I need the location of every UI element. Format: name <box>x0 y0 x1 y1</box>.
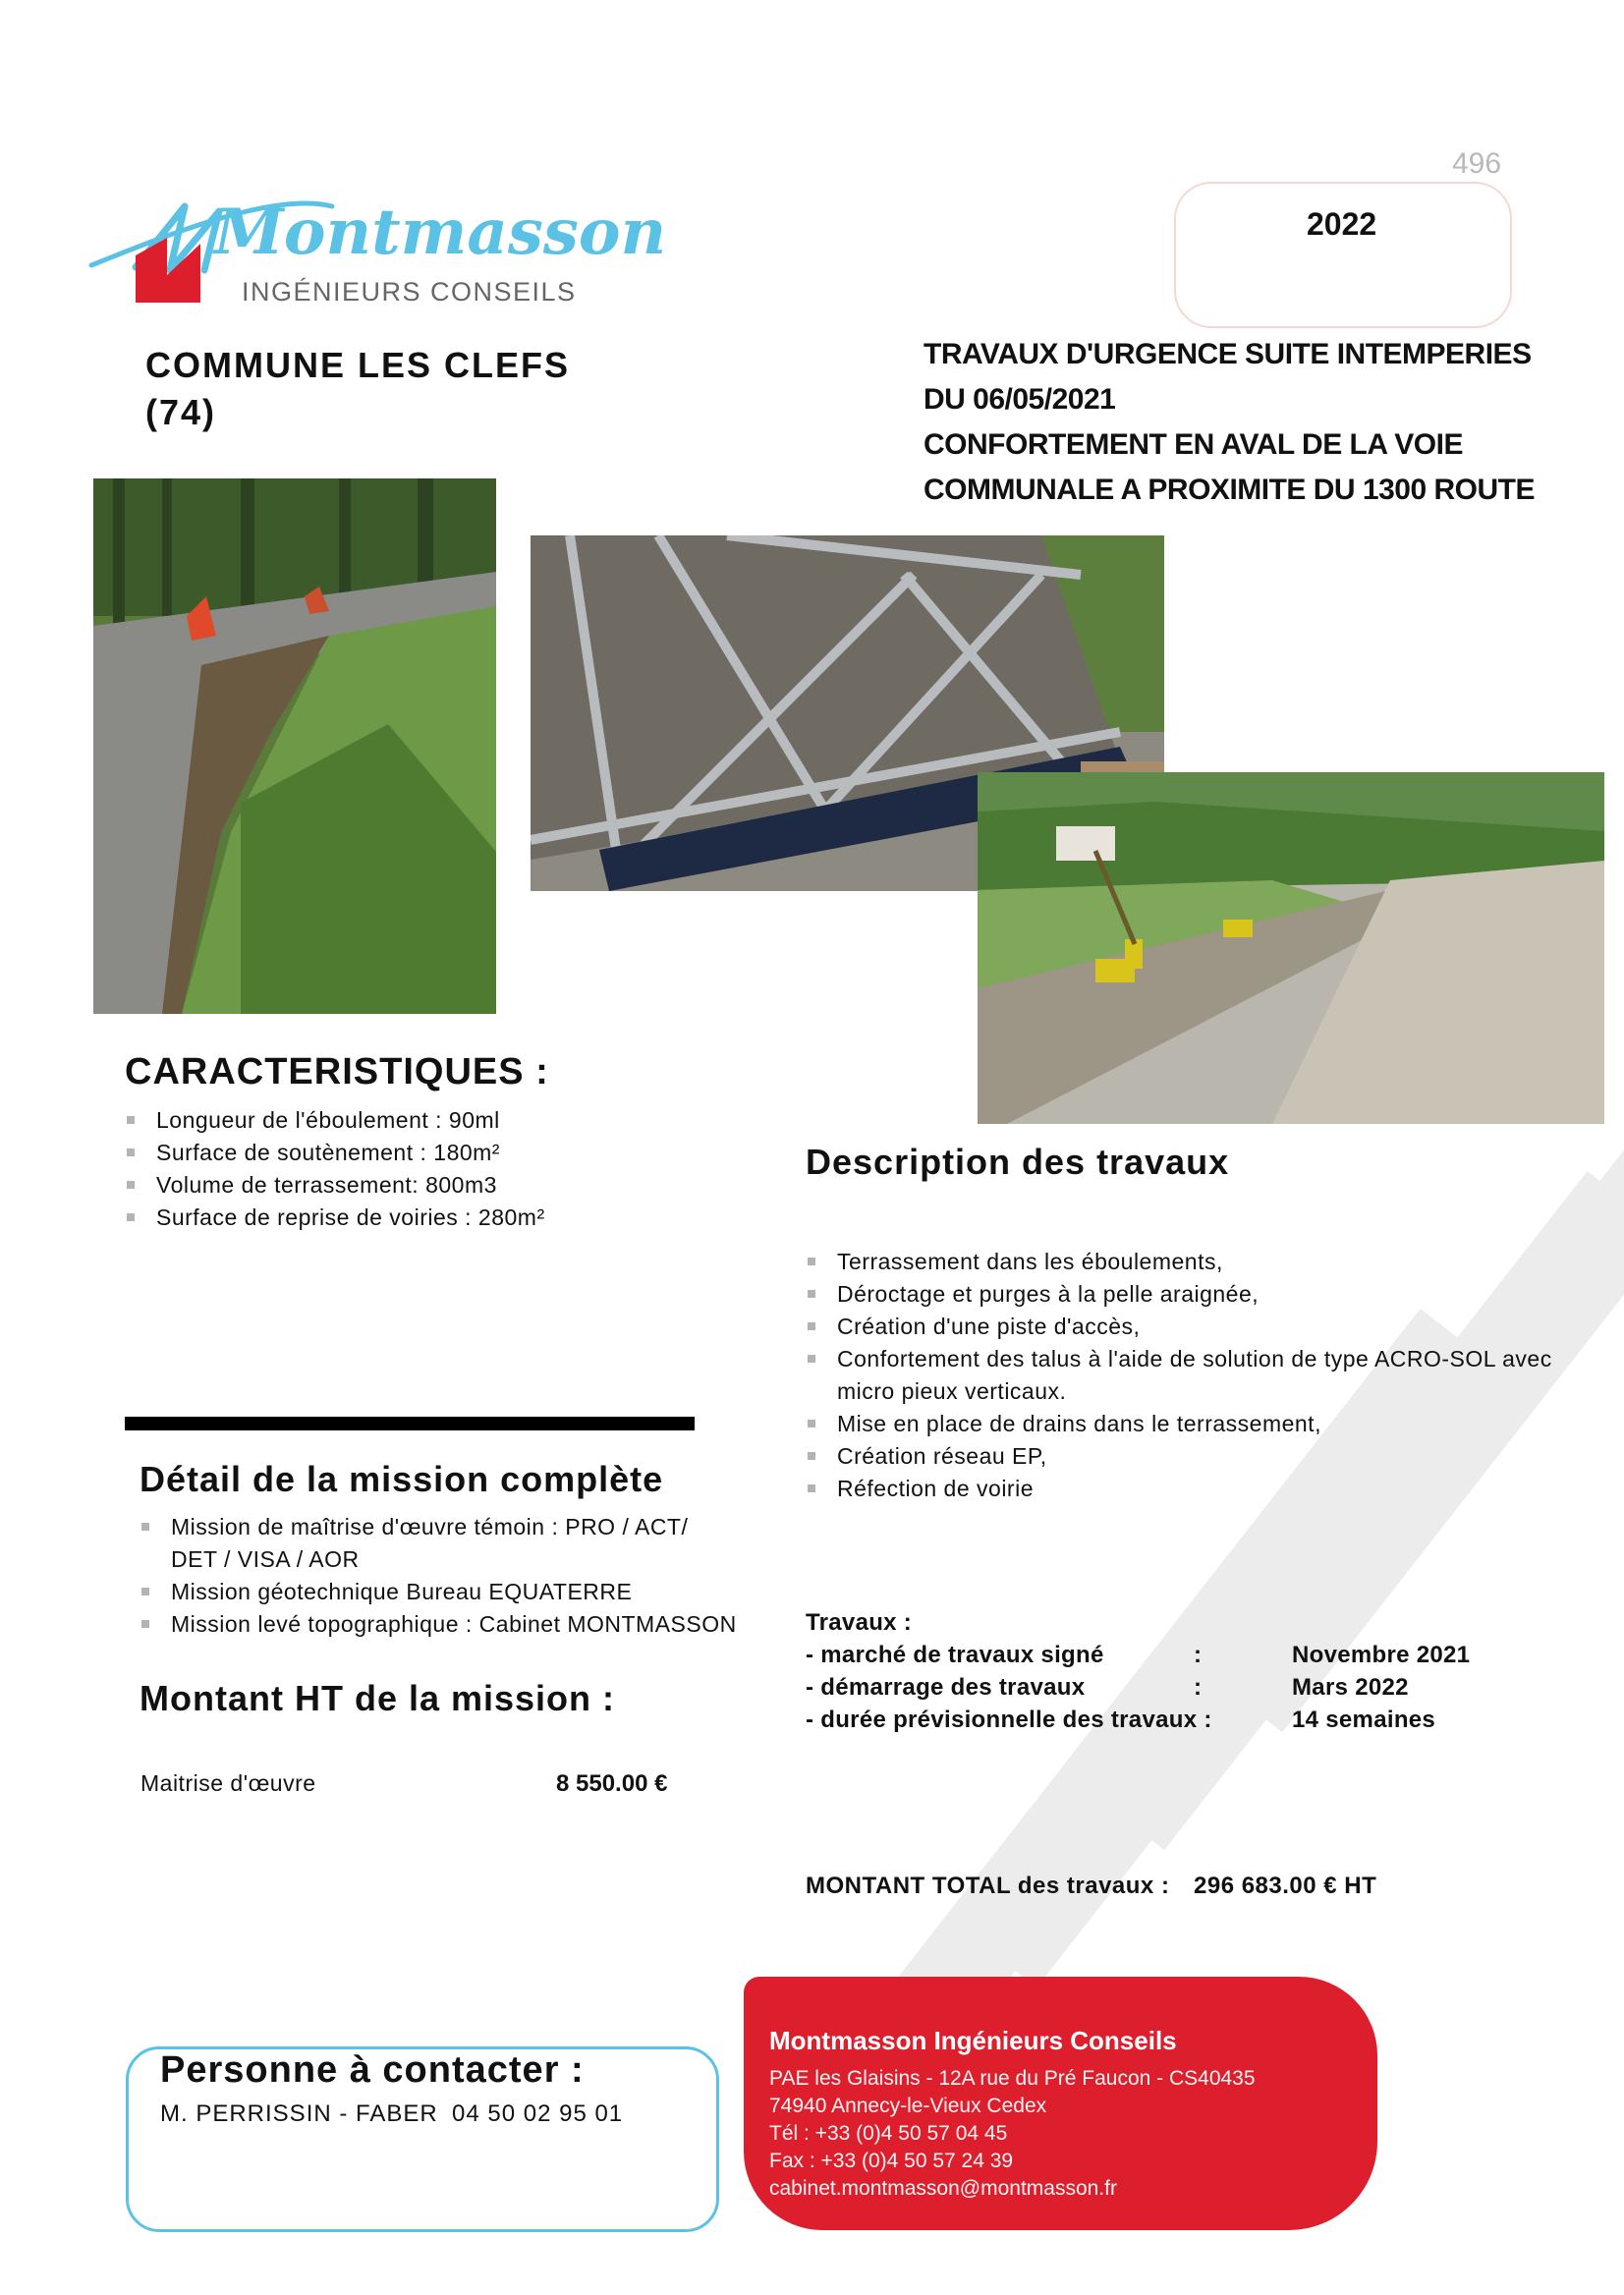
company-phone: Tél : +33 (0)4 50 57 04 45 <box>769 2122 1008 2145</box>
description-title: Description des travaux <box>806 1142 1230 1182</box>
montant-total-label: MONTANT TOTAL des travaux : <box>806 1873 1170 1899</box>
list-item: Volume de terrassement: 800m3 <box>125 1169 675 1202</box>
travaux-row <box>806 1639 1471 1671</box>
travaux-row <box>806 1704 1436 1736</box>
project-title-line: DU 06/05/2021 <box>924 383 1116 416</box>
logo-wordmark: Montmasson <box>214 196 666 269</box>
commune-department: (74) <box>145 392 217 432</box>
travaux-row-label: - démarrage des travaux <box>806 1674 1086 1701</box>
mission-list <box>140 1511 739 1641</box>
caracteristiques-list <box>125 1104 675 1234</box>
company-fax: Fax : +33 (0)4 50 57 24 39 <box>769 2150 1014 2172</box>
list-item: Création d'une piste d'accès, <box>806 1311 1552 1343</box>
project-title-line: COMMUNALE A PROXIMITE DU 1300 ROUTE <box>924 474 1536 506</box>
list-item: Déroctage et purges à la pelle araignée, <box>806 1278 1552 1311</box>
commune-name: COMMUNE LES CLEFS <box>145 345 571 385</box>
montant-total-value: 296 683.00 € HT <box>1194 1873 1377 1899</box>
worksite-photo <box>978 772 1604 1124</box>
company-address: PAE les Glaisins - 12A rue du Pré Faucon - CS40435 <box>769 2067 1256 2090</box>
list-item: Création réseau EP, <box>806 1440 1552 1473</box>
montant-mission-title: Montant HT de la mission : <box>140 1678 616 1718</box>
contact-title: Personne à contacter : <box>160 2049 585 2091</box>
travaux-row-value: Mars 2022 <box>1292 1674 1409 1701</box>
list-item: Réfection de voirie <box>806 1473 1552 1505</box>
year-box <box>1174 182 1512 328</box>
montmasson-logo <box>77 177 666 314</box>
maitrise-oeuvre-value: 8 550.00 € <box>556 1770 668 1797</box>
travaux-row-colon: : <box>1194 1642 1203 1668</box>
company-city: 74940 Annecy-le-Vieux Cedex <box>769 2095 1047 2117</box>
maitrise-oeuvre-label: Maitrise d'œuvre <box>140 1770 316 1796</box>
company-info-box <box>744 1977 1377 2230</box>
travaux-row-label: - durée prévisionnelle des travaux : <box>806 1707 1212 1733</box>
montant-total <box>806 1873 1377 1900</box>
travaux-row <box>806 1671 1409 1704</box>
list-item: Mise en place de drains dans le terrassement, <box>806 1408 1552 1440</box>
description-list <box>806 1246 1552 1505</box>
list-item: Mission de maîtrise d'œuvre témoin : PRO / ACT/ DET / VISA / AOR <box>140 1511 739 1576</box>
travaux-row-colon: : <box>1194 1674 1203 1701</box>
travaux-row-value: Novembre 2021 <box>1292 1642 1471 1668</box>
project-title-line: CONFORTEMENT EN AVAL DE LA VOIE <box>924 428 1463 461</box>
page-number: 496 <box>1452 147 1502 180</box>
travaux-heading: Travaux : <box>806 1609 913 1636</box>
travaux-row-value: 14 semaines <box>1292 1707 1436 1733</box>
caracteristiques-title: CARACTERISTIQUES : <box>125 1051 549 1092</box>
list-item: Mission géotechnique Bureau EQUATERRE <box>140 1576 739 1608</box>
list-item: Confortement des talus à l'aide de solution de type ACRO-SOL avec micro pieux verticaux. <box>806 1343 1552 1408</box>
contact-name: M. PERRISSIN - FABER <box>160 2100 438 2127</box>
year: 2022 <box>1307 206 1377 242</box>
list-item: Surface de reprise de voiries : 280m² <box>125 1202 675 1234</box>
project-title-line: TRAVAUX D'URGENCE SUITE INTEMPERIES <box>924 338 1532 370</box>
travaux-schedule <box>806 1606 1471 1736</box>
travaux-row-label: - marché de travaux signé <box>806 1642 1104 1668</box>
project-title <box>924 332 1552 513</box>
list-item: Surface de soutènement : 180m² <box>125 1137 675 1169</box>
list-item: Mission levé topographique : Cabinet MONTMASSON <box>140 1608 739 1641</box>
landslide-photo <box>93 478 496 1014</box>
section-divider <box>125 1417 695 1430</box>
logo-subtitle: INGÉNIEURS CONSEILS <box>242 277 577 307</box>
list-item: Longueur de l'éboulement : 90ml <box>125 1104 675 1137</box>
commune-heading <box>145 342 570 436</box>
company-name: Montmasson Ingénieurs Conseils <box>769 2026 1177 2055</box>
list-item: Terrassement dans les éboulements, <box>806 1246 1552 1278</box>
company-email[interactable]: cabinet.montmasson@montmasson.fr <box>769 2177 1117 2200</box>
contact-phone: 04 50 02 95 01 <box>452 2100 624 2127</box>
mission-title: Détail de la mission complète <box>140 1459 664 1499</box>
